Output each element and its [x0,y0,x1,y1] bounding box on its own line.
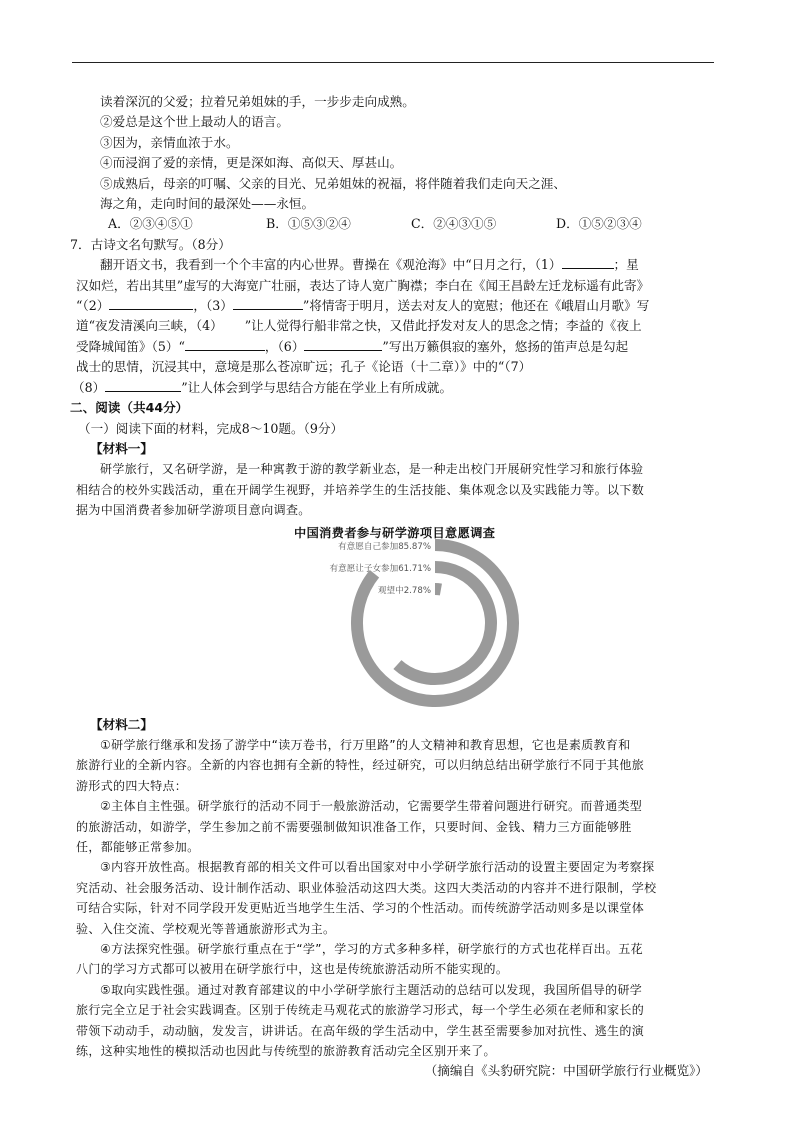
q7-line-3 [76,296,712,316]
source-citation: （摘编自《头豹研究院：中国研学旅行行业概览》） [424,1063,708,1079]
m2-line-12: 八门的学习方式都可以被用在研学旅行中，这也是传统旅游活动所不能实现的。 [76,962,509,977]
q7-text: 受降城闻笛》（5） [76,338,179,354]
m2-line-16: 练，这种实地性的模拟活动也因此与传统型的旅游教育活动完全区别开来了。 [76,1044,496,1059]
q7-text: ”让人体会到学与思结合方能在学业上有所成就。 [181,379,453,395]
q7-text: ”让人觉得行船非常之快，又借此抒发对友人的思念之情；李益的《夜上 [244,318,642,334]
q7-text: “（2） [76,298,110,314]
q7-text: ，（6） [264,338,305,354]
m1-line-2: 相结合的校外实践活动，重在开阔学生视野，并培养学生的生活技能、集体观念以及实践能力等。以下数 [76,482,645,497]
exam-page [70,92,712,1082]
q6-line-5: ⑤成熟后，母亲的叮嘱、父亲的目光、兄弟姐妹的祝福，将伴随着我们走向天之涯、 [100,175,566,191]
m2-line-5: 的旅游活动，如游学，学生参加之前不需要强制做知识准备工作，只要时间、金钱、精力三方面能够胜 [76,819,632,834]
blank-8[interactable] [105,378,181,392]
blank-1[interactable] [562,255,614,269]
choice-d[interactable]: D．①⑤②③④ [556,216,642,232]
q6-line-1: 读着深沉的父爱；拉着兄弟姐妹的手，一步步走向成熟。 [100,94,415,109]
choice-a[interactable]: A．②③④⑤① [108,216,193,232]
blank-4[interactable] [223,317,245,330]
m2-line-1: ①研学旅行继承和发扬了游学中“读万卷书，行万里路”的人文精神和教育思想，它也是素质教育和 [100,737,631,752]
chart-svg [76,523,712,709]
q7-text: （8） [72,379,106,395]
q7-line-2: 汉如烂，若出其里”虚写的大海宽广壮丽，表达了诗人宽广胸襟；李白在《闻王昌龄左迁龙标遥有此寄》 [76,277,650,293]
q7-text: ；星 [613,257,639,273]
m2-line-8: 究活动、社会服务活动、设计制作活动、职业体验活动这四大类。这四大类活动的内容并不进行限制，学校 [76,880,657,895]
chart-title: 中国消费者参与研学游项目意愿调查 [294,525,496,540]
section-subtitle: （一）阅读下面的材料，完成8～10题。（9分） [78,420,344,436]
blank-5[interactable] [185,337,265,351]
bar-label-3: 观望中2.78% [377,585,431,596]
m2-line-13: ⑤取向实践性强。通过对教育部建议的中小学研学旅行主题活动的总结可以发现，我国所倡导的研学 [100,982,643,997]
m2-line-9: 可结合实际，针对不同学段开发更贴近当地学生生活、学习的个性活动。而传统游学活动则多是以课堂体 [76,901,645,916]
bar-label-1: 有意愿自己参加85.87% [338,541,431,552]
bar-label-2: 有意愿让子女参加61.71% [329,563,431,574]
choice-c[interactable]: C．②④③①⑤ [411,216,497,232]
blank-2[interactable] [109,296,193,310]
q7-text: ”写出万籁俱寂的塞外，悠扬的笛声总是勾起 [382,338,629,354]
choice-b[interactable]: B．①⑤③②④ [266,216,351,232]
q6-line-6: 海之角，走向时间的最深处——永恒。 [100,196,315,212]
q7-line-6: 战士的思情，沉浸其中，意境是那么苍凉旷远；孔子《论语（十二章）》中的“（7） [76,359,532,375]
blank-3[interactable] [233,296,303,310]
m2-line-3: 游形式的四大特点： [76,778,188,793]
q7-text: 翻开语文书，我看到一个个丰富的内心世界。曹操在《观沧海》中“日月之行，（1） [100,257,562,273]
m2-line-4: ②主体自主性强。研学旅行的活动不同于一般旅游活动，它需要学生带着问题进行研究。而普通类型 [100,799,643,814]
material-1-title: 【材料一】 [90,440,153,456]
m2-line-7: ③内容开放性高。根据教育部的相关文件可以看出国家对中小学研学旅行活动的设置主要固定为考察探 [100,860,655,875]
q6-line-3: ③因为，亲情血浓于水。 [100,134,239,150]
q7-heading: 7．古诗文名句默写。（8分） [70,236,231,252]
q6-line-2: ②爱总是这个世上最动人的语言。 [100,114,289,130]
blank-6[interactable] [304,337,382,351]
q6-line-4: ④而浸润了爱的亲情，更是深如海、高似天、厚甚山。 [100,155,403,171]
q7-text: ”将情寄于明月，送去对友人的宽慰；他还在《峨眉山月歌》写 [302,298,650,314]
m2-line-11: ④方法探究性强。研学旅行重点在于“学”，学习的方式多种多样，研学旅行的方式也花样百出。五花 [100,942,643,956]
header-rule [72,62,714,63]
material-2-title: 【材料二】 [90,716,153,732]
q7-line-5 [76,337,712,357]
m2-line-6: 任，都能够正常参加。 [76,839,200,854]
q6-choices [76,214,712,234]
m2-line-2: 旅游行业的全新内容。全新的内容也拥有全新的特性，经过研究，可以归纳总结出研学旅行不同于其他旅 [76,758,645,773]
q7-line-1 [76,255,712,275]
q7-line-4 [76,316,712,336]
section-title: 二、阅读（共44分） [70,400,189,416]
q7-text: ，（3） [193,298,233,314]
m1-line-3: 据为中国消费者参加研学游项目意向调查。 [76,503,311,518]
m2-line-14: 旅行完全立足于社会实践调查。区别于传统走马观花式的旅游学习形式，每一个学生必须在老师和家长的 [76,1003,645,1018]
radial-bar-2 [397,567,491,679]
radial-bar-3 [435,589,441,590]
q7-text: “ [178,338,185,354]
m2-line-15: 带领下动动手，动动脑，发发言，讲讲话。在高年级的学生活动中，学生甚至需要参加对抗性、逃生的演 [76,1023,645,1038]
q7-line-7 [72,378,712,398]
q7-text: 道“夜发清溪向三峡，（4） [76,318,223,334]
m1-line-1: 研学旅行，又名研学游，是一种寓教于游的教学新业态，是一种走出校门开展研究性学习和旅行体验 [100,462,644,477]
m2-line-10: 验、入住交流、学校观光等普通旅游形式为主。 [76,921,336,936]
radial-chart [76,523,712,709]
